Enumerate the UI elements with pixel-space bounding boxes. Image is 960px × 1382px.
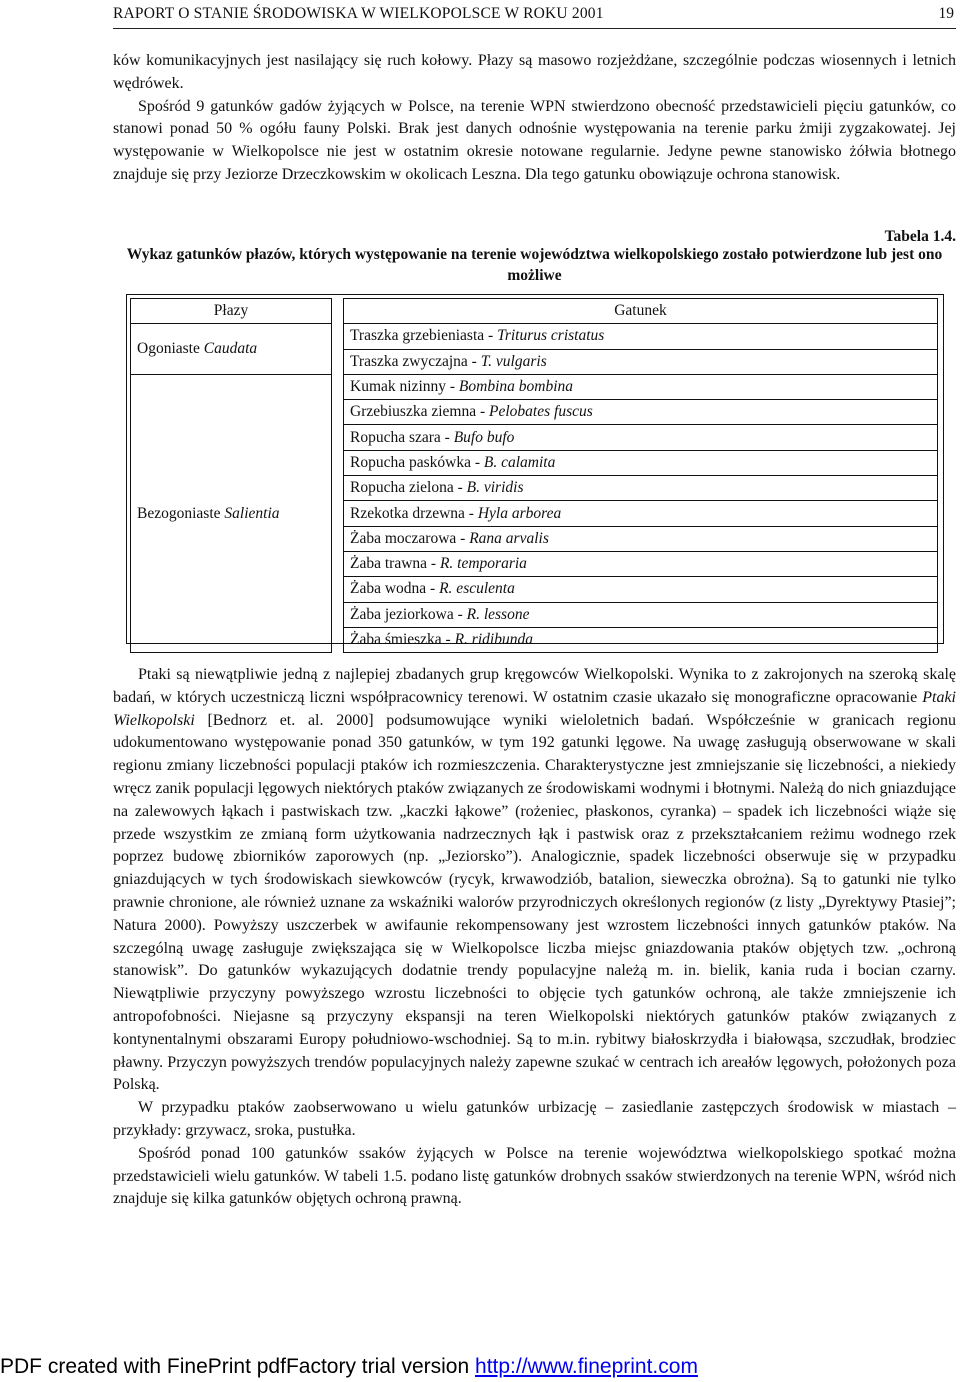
species-common-name: Traszka zwyczajna - <box>350 352 481 370</box>
birds-text <box>113 664 956 1211</box>
table-row <box>131 324 938 349</box>
species-common-name: Grzebiuszka ziemna - <box>350 403 490 421</box>
species-cell <box>344 425 938 450</box>
species-common-name: Rzekotka drzewna - <box>350 504 478 522</box>
intro-text <box>113 50 956 187</box>
mammals-paragraph: Spośród ponad 100 gatunków ssaków żyjących w Polsce na terenie województwa wielkopolskiego spotkać można przedstawicieli wielu gatunków. W tabeli 1.5. podano listę gatunków drobnych ssaków stwierdzonych na terenie WPN, wśród nich znajduje się kilka gatunków objętych ochroną prawną. <box>113 1144 956 1208</box>
pdf-footer <box>0 1355 960 1382</box>
birds-paragraph-1 <box>113 664 956 1097</box>
species-cell <box>344 374 938 399</box>
species-latin-name: Pelobates fuscus <box>489 403 593 421</box>
species-common-name: Żaba śmieszka - <box>350 631 455 648</box>
species-cell <box>344 476 938 501</box>
order-cell <box>131 324 332 375</box>
birds-paragraph-2: W przypadku ptaków zaobserwowano u wielu gatunków urbizację – zasiedlanie zastępczych środowisk w miastach – przykłady: grzywacz, sroka, pustułka. <box>113 1099 956 1139</box>
species-latin-name: Triturus cristatus <box>497 327 605 345</box>
page-number: 19 <box>938 5 954 22</box>
species-cell <box>344 551 938 576</box>
order-common-name: Ogoniaste <box>137 340 204 358</box>
column-gap <box>332 324 344 375</box>
species-cell <box>344 526 938 551</box>
species-latin-name: Rana arvalis <box>469 529 549 547</box>
header-title: RAPORT O STANIE ŚRODOWISKA W WIELKOPOLSCE W ROKU 2001 <box>113 5 604 22</box>
intro-paragraph-2: Spośród 9 gatunków gadów żyjących w Polsce, na terenie WPN stwierdzono obecność przedstawicieli pięciu gatunków, co stanowi ponad 50 % ogółu fauny Polski. Brak jest danych odnośnie występowania na terenie parku żmiji zygzakowatej. Jej występowanie w Wielkopolsce nie jest w ostatnim okresie notowane regularnie. Jedyne pewne stanowisko żółwia błotnego znajduje się przy Jeziorze Drzeczkowskim w okolicach Leszna. Dla tego gatunku obowiązuje ochrona stanowisk. <box>113 97 956 183</box>
birds-p1-part-b: [Bednorz et. al. 2000] podsumowujące wyniki wieloletnich badań. Współcześnie w granicach regionu udokumentowano występowanie ponad 350 gatunków, w tym 192 gatunki lęgowe. Na uwagę zasługują obserwowane w skali regionu zmiany liczebności populacji ptaków ich rozmieszczenia. Charakterystyczne jest zmniejszanie się liczebności, a niekiedy wręcz zanik populacji lęgowych niektórych ptaków związanych ze środowiskami wodnymi i błotnymi. Należą do nich gniazdujące na zalewowych łąkach i pastwiskach tzw. „kaczki łąkowe” (rożeniec, płaskonos, cyranka) – spadek ich liczebności wiąże się przede wszystkim ze zmianą form użytkowania nadrzecznych łąk i pastwisk oraz z przekształcaniem reżimu wodnego rzek poprzez budowę zbiorników zaporowych (np. „Jeziorsko”). Analogicznie, spadek liczebności obserwuje się w przypadku gniazdujących w tych środowiskach siewkowców (rycyk, krwawodziób, batalion, sieweczka obrożna). Są to gatunki nie tylko prawnie chronione, ale również uznane za wskaźniki walorów przyrodniczych określonych regionów (z listy „Dyrektywy Ptasiej”; Natura 2000). Powyższy uszczerbek w awifaunie rekompensowany jest wzrostem liczebności innych gatunków ptaków. Na szczególną uwagę zasługuje zwiększająca się w Wielkopolsce liczba miejsc gniazdowania ptaków objętych tzw. „ochroną stanowisk”. Do gatunków wykazujących dodatnie trendy populacyjne należą m. in. bielik, kania ruda i bocian czarny. Niewątpliwie przyczyny powyższego wzrostu liczebności to objęcie tych gatunków ochroną, ale także zmniejszenie ich antropofobności. Niejasne są przyczyny ekspansji na teren Wielkopolski niektórych gatunków ptaków związanych z kontynentalnymi obszarami Europy południowo-wschodniej. Są to m.in. rybitwy białoskrzydła i białowąsa, szczudłak, brodziec pławny. Przyczyn powyższych trendów populacyjnych należy zapewne szukać w centrach ich areałów lęgowych, położonych poza Polską. <box>113 711 956 1094</box>
species-latin-name: B. calamita <box>483 453 556 471</box>
column-gap <box>332 374 344 652</box>
species-cell <box>344 501 938 526</box>
footer-link[interactable]: http://www.fineprint.com <box>475 1355 698 1378</box>
table-number: Tabela 1.4. <box>884 228 956 245</box>
species-common-name: Żaba wodna - <box>350 580 440 598</box>
species-latin-name: T. vulgaris <box>480 352 547 370</box>
species-latin-name: B. viridis <box>466 479 524 497</box>
species-cell <box>344 450 938 475</box>
species-common-name: Ropucha paskówka - <box>350 453 484 471</box>
col2-header: Gatunek <box>344 299 938 324</box>
order-latin-name: Salientia <box>224 504 280 522</box>
species-latin-name: R. lessone <box>466 605 530 623</box>
species-common-name: Ropucha zielona - <box>350 479 467 497</box>
species-common-name: Ropucha szara - <box>350 428 454 446</box>
species-common-name: Żaba trawna - <box>350 555 440 573</box>
species-common-name: Traszka grzebieniasta - <box>350 327 498 345</box>
column-gap <box>332 299 344 324</box>
species-latin-name: Bombina bombina <box>458 378 574 396</box>
species-latin-name: Hyla arborea <box>477 504 562 522</box>
col1-header: Płazy <box>131 299 332 324</box>
order-latin-name: Caudata <box>203 340 258 358</box>
species-cell <box>344 349 938 374</box>
species-common-name: Kumak nizinny - <box>350 378 459 396</box>
species-table <box>130 298 938 653</box>
birds-p1-part-a: Ptaki są niewątpliwie jedną z najlepiej zbadanych grup kręgowców Wielkopolski. Wynika to z zakrojonych na szeroką skalę badań, w których uczestniczą liczni współpracownicy terenowi. W ostatnim czasie ukazało się monograficzne opracowanie <box>113 666 956 706</box>
species-latin-name: R. esculenta <box>439 580 515 598</box>
species-latin-name: R. ridibunda <box>454 631 533 648</box>
order-common-name: Bezogoniaste <box>137 504 225 522</box>
species-latin-name: Bufo bufo <box>453 428 515 446</box>
species-cell <box>344 627 938 652</box>
table-caption: Wykaz gatunków płazów, których występowanie na terenie województwa wielkopolskiego zostało potwierdzone lub jest ono możliwe <box>126 246 943 284</box>
footer-text: PDF created with FinePrint pdfFactory trial version <box>0 1355 476 1378</box>
table-row <box>131 374 938 399</box>
species-cell <box>344 602 938 627</box>
species-common-name: Żaba jeziorkowa - <box>350 605 467 623</box>
species-latin-name: R. temporaria <box>439 555 527 573</box>
birds-p1-book-title: Ptaki Wielkopolski <box>113 688 956 729</box>
species-cell <box>344 324 938 349</box>
species-cell <box>344 577 938 602</box>
species-common-name: Żaba moczarowa - <box>350 529 470 547</box>
order-cell <box>131 374 332 652</box>
amphibian-table <box>126 294 944 648</box>
running-header <box>113 2 956 29</box>
species-cell <box>344 400 938 425</box>
intro-paragraph-1: ków komunikacyjnych jest nasilający się ruch kołowy. Płazy są masowo rozjeżdżane, szczególnie podczas wiosennych i letnich wędrówek. <box>113 52 956 92</box>
table-header-row <box>131 299 938 324</box>
